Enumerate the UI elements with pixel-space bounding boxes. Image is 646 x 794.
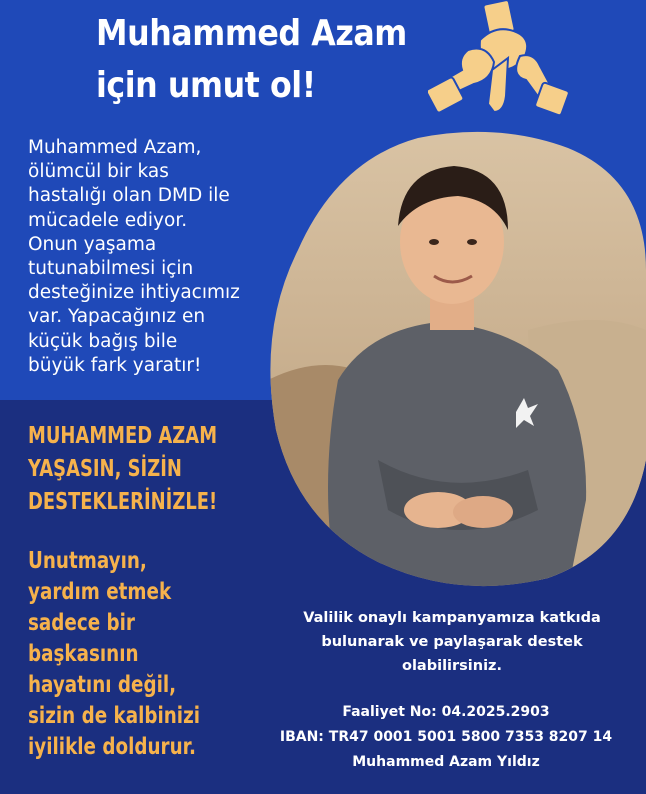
story-line: mücadele ediyor.	[28, 209, 188, 231]
story-line: Muhammed Azam,	[28, 137, 202, 158]
story-line: tutunabilmesi için	[28, 258, 194, 280]
story-line: desteğinize ihtiyacımız	[28, 282, 240, 304]
slogan-line: DESTEKLERİNİZLE!	[28, 489, 218, 515]
campaign-line: Valilik onaylı kampanyamıza katkıda	[303, 610, 601, 626]
story-line: ölümcül bir kas	[28, 161, 169, 183]
headline-line-2: için umut ol!	[96, 65, 316, 106]
slogan-line: YAŞASIN, SİZİN	[28, 456, 182, 482]
reminder-line: yardım etmek	[28, 577, 172, 605]
reminder-text	[28, 545, 200, 762]
headline-line-1: Muhammed Azam	[96, 13, 407, 54]
reminder-line: sizin de kalbinizi	[28, 701, 201, 729]
story-line: var. Yapacağınız en	[28, 306, 206, 328]
reminder-line: sadece bir	[28, 608, 135, 636]
iban-number: IBAN: TR47 0001 5001 5800 7353 8207 14	[279, 729, 613, 745]
campaign-line: bulunarak ve paylaşarak destek	[321, 634, 583, 650]
campaign-text	[262, 606, 642, 678]
slogan	[28, 420, 217, 519]
campaign-line: olabilirsiniz.	[402, 658, 502, 674]
account-holder: Muhammed Azam Yıldız	[352, 754, 540, 770]
story-line: hastalığı olan DMD ile	[28, 185, 230, 207]
story-text	[28, 136, 268, 378]
helping-hands-icon	[428, 0, 568, 120]
reminder-line: hayatını değil,	[28, 670, 177, 698]
reminder-line: Unutmayın,	[28, 546, 147, 574]
donation-details	[246, 700, 646, 775]
story-line: küçük bağış bile	[28, 330, 178, 352]
story-line: Onun yaşama	[28, 233, 157, 255]
story-line: büyük fark yaratır!	[28, 354, 202, 376]
reminder-line: başkasının	[28, 639, 139, 667]
slogan-line: MUHAMMED AZAM	[28, 423, 218, 449]
child-photo	[268, 130, 646, 590]
reminder-line: iyilikle doldurur.	[28, 732, 197, 760]
headline	[96, 8, 407, 112]
activity-number: Faaliyet No: 04.2025.2903	[342, 704, 550, 720]
